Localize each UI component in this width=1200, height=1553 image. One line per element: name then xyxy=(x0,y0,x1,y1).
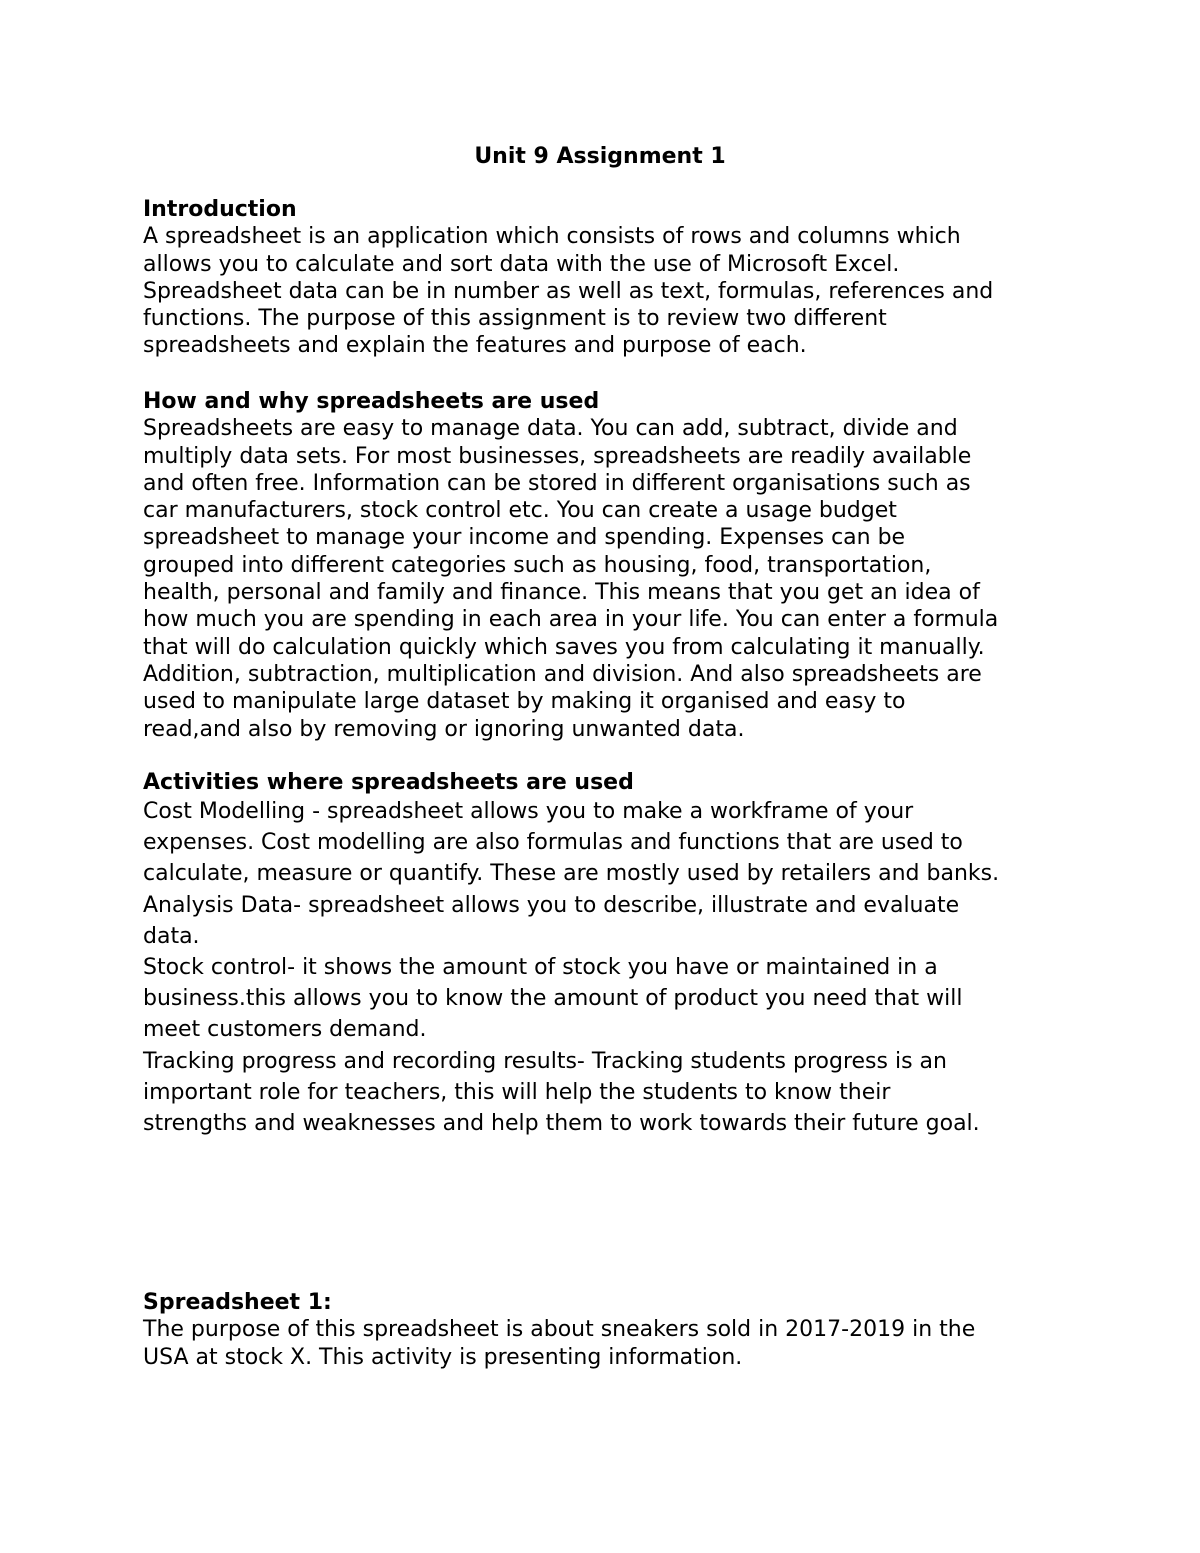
section-introduction xyxy=(143,196,1073,360)
paragraph-line: Spreadsheet data can be in number as well as text, formulas, references and xyxy=(143,278,994,304)
paragraph-line: health, personal and family and finance. This means that you get an idea of xyxy=(143,580,980,606)
paragraph-line: calculate, measure or quantify. These are mostly used by retailers and banks. xyxy=(143,861,1000,887)
paragraph-line: strengths and weaknesses and help them to work towards their future goal. xyxy=(143,1111,980,1137)
paragraph-line: car manufacturers, stock control etc. You can create a usage budget xyxy=(143,498,897,524)
section-heading: How and why spreadsheets are used xyxy=(143,389,600,414)
section-heading: Introduction xyxy=(143,197,297,222)
paragraph-line: Analysis Data- spreadsheet allows you to describe, illustrate and evaluate xyxy=(143,892,960,918)
section-heading: Activities where spreadsheets are used xyxy=(143,770,634,795)
paragraph-line: read,and also by removing or ignoring unwanted data. xyxy=(143,716,745,742)
paragraph-line: grouped into different categories such as housing, food, transportation, xyxy=(143,552,932,578)
paragraph-line: Tracking progress and recording results- Tracking students progress is an xyxy=(143,1048,947,1074)
paragraph-line: used to manipulate large dataset by making it organised and easy to xyxy=(143,689,906,715)
paragraph-line: A spreadsheet is an application which consists of rows and columns which xyxy=(143,224,961,250)
section-activities xyxy=(143,769,1073,1139)
paragraph-line: expenses. Cost modelling are also formulas and functions that are used to xyxy=(143,830,963,856)
paragraph-line: functions. The purpose of this assignment is to review two different xyxy=(143,306,887,332)
paragraph-line: USA at stock X. This activity is presenting information. xyxy=(143,1344,743,1370)
section-spreadsheet-1 xyxy=(143,1289,1073,1371)
paragraph-line: that will do calculation quickly which saves you from calculating it manually. xyxy=(143,634,985,660)
paragraph-line: Cost Modelling - spreadsheet allows you to make a workframe of your xyxy=(143,799,914,824)
section-how-and-why xyxy=(143,388,1073,743)
paragraph-line: important role for teachers, this will help the students to know their xyxy=(143,1079,891,1105)
paragraph-line: multiply data sets. For most businesses, spreadsheets are readily available xyxy=(143,443,972,469)
paragraph-line: data. xyxy=(143,923,200,949)
paragraph-line: meet customers demand. xyxy=(143,1017,427,1043)
section-heading: Spreadsheet 1: xyxy=(143,1290,332,1315)
paragraph-line: Stock control- it shows the amount of stock you have or maintained in a xyxy=(143,955,938,981)
paragraph-line: allows you to calculate and sort data with the use of Microsoft Excel. xyxy=(143,251,900,277)
paragraph-line: spreadsheet to manage your income and spending. Expenses can be xyxy=(143,525,906,551)
paragraph-line: and often free. Information can be stored in different organisations such as xyxy=(143,470,971,496)
paragraph-line: spreadsheets and explain the features and purpose of each. xyxy=(143,333,807,359)
paragraph-line: The purpose of this spreadsheet is about sneakers sold in 2017-2019 in the xyxy=(143,1317,976,1343)
paragraph-line: business.this allows you to know the amount of product you need that will xyxy=(143,986,963,1012)
paragraph-line: Addition, subtraction, multiplication and division. And also spreadsheets are xyxy=(143,661,982,687)
paragraph-line: Spreadsheets are easy to manage data. You can add, subtract, divide and xyxy=(143,416,958,442)
paragraph-line: how much you are spending in each area in your life. You can enter a formula xyxy=(143,607,999,633)
document-title: Unit 9 Assignment 1 xyxy=(474,144,726,169)
